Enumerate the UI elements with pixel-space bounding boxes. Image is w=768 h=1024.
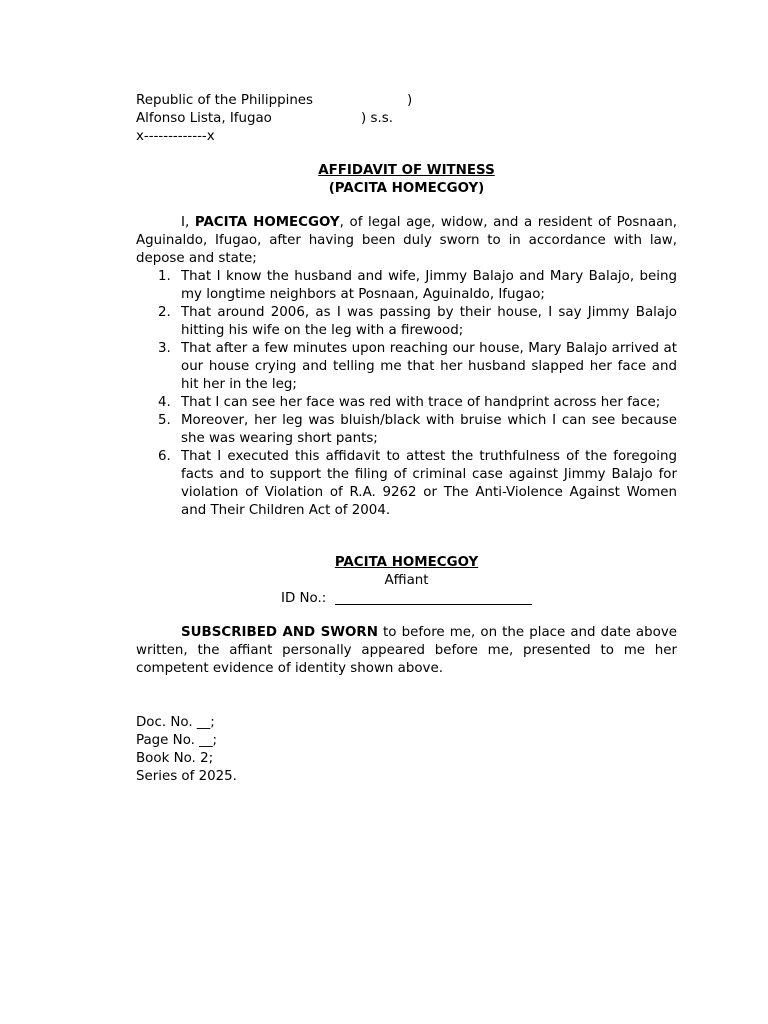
fact-item <box>136 268 677 304</box>
id-number-label: ID No.: <box>281 591 327 606</box>
fact-number: 1. <box>158 269 171 284</box>
fact-number: 5. <box>158 413 171 428</box>
jurat-paragraph <box>136 624 677 678</box>
facts-list <box>136 268 677 520</box>
intro-affiant-name: PACITA HOMECGOY <box>194 215 340 230</box>
id-number-blank <box>335 604 532 605</box>
fact-number: 6. <box>158 449 171 464</box>
fact-text: That I can see her face was red with trace of handprint across her face; <box>181 395 661 410</box>
registry-doc-no: Doc. No. __; <box>136 715 215 730</box>
fact-text: That after a few minutes upon reaching our house, Mary Balajo arrived at our house crying and telling me that her husband slapped her face and hit her in the leg; <box>181 341 677 392</box>
fact-text: That around 2006, as I was passing by their house, I say Jimmy Balajo hitting his wife on the leg with a firewood; <box>181 305 677 338</box>
affiant-role: Affiant <box>384 573 429 588</box>
fact-number: 3. <box>158 341 171 356</box>
caption-paren-1: ) <box>407 93 413 108</box>
jurat-bold: SUBSCRIBED AND SWORN <box>181 625 378 640</box>
caption-line-municipality <box>136 110 677 128</box>
document-subtitle: (PACITA HOMECGOY) <box>328 181 485 196</box>
fact-text: That I executed this affidavit to attest the truthfulness of the foregoing facts and to support the filing of criminal case against Jimmy Balajo for violation of Violation of R.A. 9262 or The Anti-Violence Against Women and Their Children Act of 2004. <box>181 449 677 518</box>
caption-separator: x-------------x <box>136 129 215 144</box>
document-title: AFFIDAVIT OF WITNESS <box>318 163 495 178</box>
fact-item <box>136 340 677 394</box>
signature-block <box>136 554 677 572</box>
registry-book-no: Book No. 2; <box>136 751 214 766</box>
registry-page-no: Page No. __; <box>136 733 218 748</box>
caption-line-republic <box>136 92 677 110</box>
intro-prefix: I, <box>181 215 195 230</box>
intro-paragraph <box>136 214 677 268</box>
fact-number: 2. <box>158 305 171 320</box>
caption-republic: Republic of the Philippines <box>136 93 314 108</box>
jurat-rest: to before me, on the place and date above written, the affiant personally appeared before me, presented to me her competent evidence of identity shown above. <box>136 625 677 676</box>
registry-series: Series of 2025. <box>136 769 237 784</box>
fact-item <box>136 412 677 448</box>
intro-rest: , of legal age, widow, and a resident of Posnaan, Aguinaldo, Ifugao, after having been duly sworn to in accordance with law, depose and state; <box>136 215 678 266</box>
id-number-line <box>136 590 677 608</box>
fact-text: Moreover, her leg was bluish/black with bruise which I can see because she was wearing short pants; <box>181 413 677 446</box>
caption-paren-ss: ) s.s. <box>361 111 393 126</box>
fact-item <box>136 394 677 412</box>
affiant-signature-name: PACITA HOMECGOY <box>334 555 479 570</box>
fact-item <box>136 448 677 520</box>
fact-item <box>136 304 677 340</box>
caption-municipality: Alfonso Lista, Ifugao <box>136 111 272 126</box>
fact-text: That I know the husband and wife, Jimmy Balajo and Mary Balajo, being my longtime neighbors at Posnaan, Aguinaldo, Ifugao; <box>181 269 677 302</box>
affidavit-document <box>136 92 677 786</box>
fact-number: 4. <box>158 395 171 410</box>
